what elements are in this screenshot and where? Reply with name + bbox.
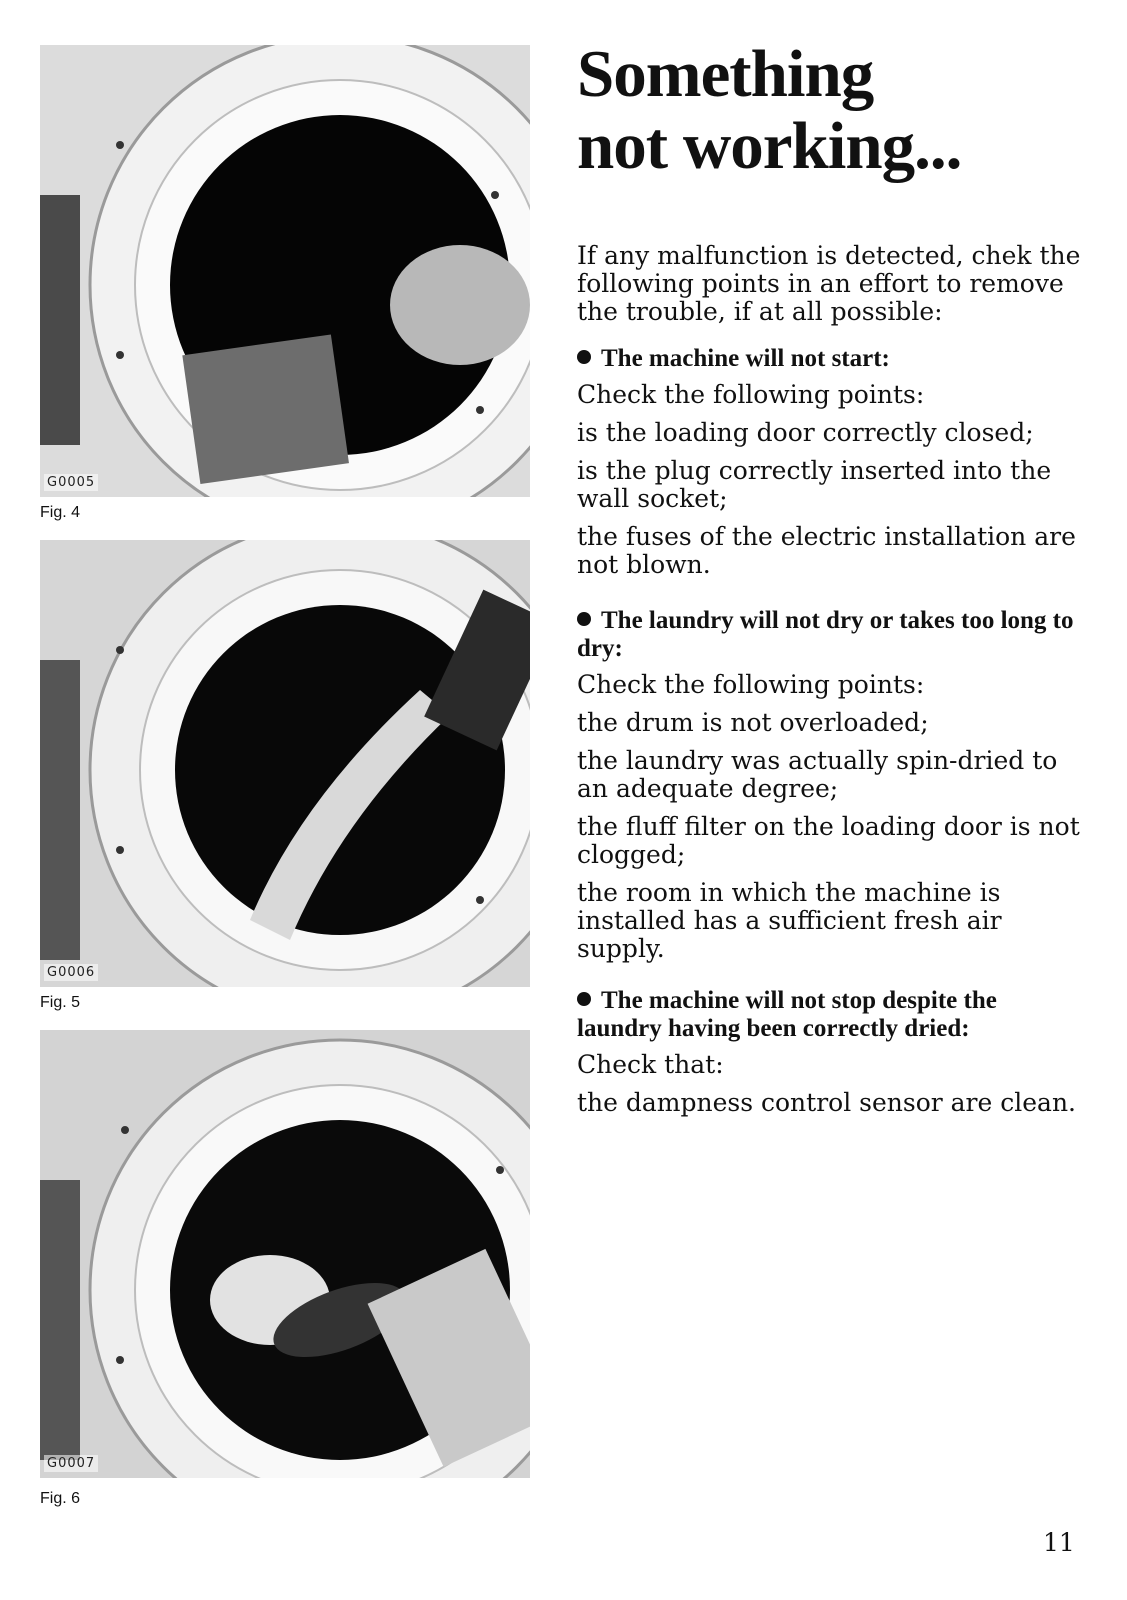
page-title (577, 38, 961, 182)
section-line: the fuses of the electric installation are not blown. (577, 522, 1076, 579)
page-number: 11 (1043, 1528, 1075, 1557)
section-heading-text: The machine will not start: (601, 345, 890, 372)
bullet-icon (577, 612, 591, 626)
section-line: is the plug correctly inserted into the wall socket; (577, 456, 1052, 513)
section-line: Check the following points: (577, 380, 925, 409)
figure-1-label: Fig. 4 (40, 504, 81, 521)
figure-2-photo (40, 540, 530, 987)
section-heading (577, 345, 1082, 373)
figure-2-label: Fig. 5 (40, 994, 81, 1011)
page-title-line-1: Something (577, 37, 874, 111)
section-line: is the loading door correctly closed; (577, 418, 1034, 447)
figure-3-code: G0007 (44, 1455, 98, 1472)
section-line: Check that: (577, 1050, 724, 1079)
bullet-icon (577, 992, 591, 1006)
dryer-drum-sensor-cleaning-illustration (40, 1030, 530, 1478)
section-machine-will-not-stop (577, 987, 1082, 1117)
page-title-line-2: not working... (577, 109, 962, 183)
section-heading (577, 607, 1082, 663)
figure-3-photo (40, 1030, 530, 1478)
section-heading-text: The laundry will not dry or takes too long to dry: (577, 607, 1074, 662)
dryer-drum-hose-illustration (40, 540, 530, 987)
section-laundry-will-not-dry (577, 607, 1082, 977)
section-line: the drum is not overloaded; (577, 708, 929, 737)
section-line: the laundry was actually spin-dried to an adequate degree; (577, 746, 1058, 803)
section-line: the room in which the machine is installed has a sufficient fresh air supply. (577, 878, 1002, 963)
figure-1-photo (40, 45, 530, 497)
section-heading-text: The machine will not stop despite the laundry having been correctly dried: (577, 987, 997, 1042)
section-line: the dampness control sensor are clean. (577, 1088, 1076, 1117)
dryer-door-filter-illustration (40, 45, 530, 497)
troubleshooting-sections (577, 345, 1082, 1127)
figure-3-label: Fig. 6 (40, 1490, 81, 1507)
section-heading (577, 987, 1082, 1043)
bullet-icon (577, 350, 591, 364)
section-line: the fluff filter on the loading door is not clogged; (577, 812, 1080, 869)
section-machine-will-not-start (577, 345, 1082, 597)
section-line: Check the following points: (577, 670, 925, 699)
intro-paragraph: If any malfunction is detected, chek the following points in an effort to remove the trouble, if at all possible: (577, 241, 1081, 326)
figure-1-code: G0005 (44, 474, 98, 491)
figure-2-code: G0006 (44, 964, 98, 981)
